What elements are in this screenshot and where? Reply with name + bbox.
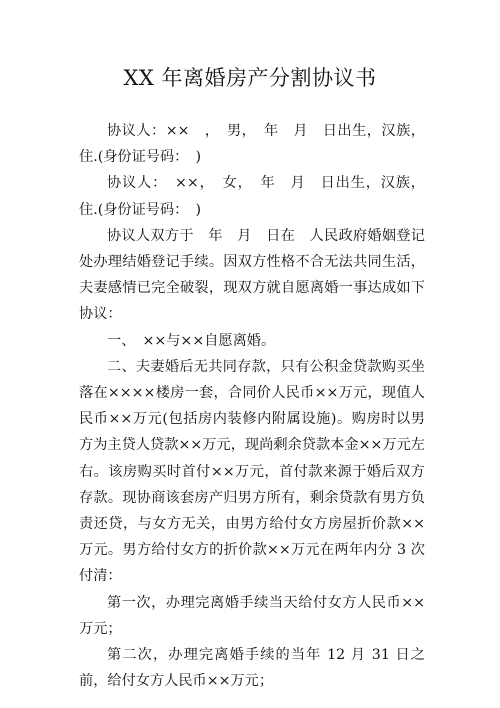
- clause-1-divorce: 一、 ××与××自愿离婚。: [107, 332, 276, 349]
- paragraph-party-male: 协议人：×× ， 男， 年 月 日出生，汉族，住.(身份证号码： ): [79, 123, 425, 166]
- clause-2-property: 二、夫妻婚后无共同存款，只有公积金贷款购买坐落在××××楼房一套，合同价人民币××万元，现值人民币××万元(包括房内装修内附属设施)。购房时以男方为主贷人贷款××万元，现尚剩余贷款本金××万元左右。该房购买时首付××万元，首付款来源于婚后双方存款。现协商该套房产归男方所有，剩余贷款有男方负责还贷，与女方无关，由男方给付女方房屋折价款××万元。男方给付女方的折价款××万元在两年内分 3 次付清：: [79, 358, 425, 585]
- document-body: [79, 118, 425, 694]
- document-title: XX 年离婚房产分割协议书: [123, 66, 377, 90]
- paragraph-party-female: 协议人： ××， 女， 年 月 日出生，汉族，住.(身份证号码： ): [79, 175, 425, 218]
- payment-first: 第一次，办理完离婚手续当天给付女方人民币××万元；: [79, 594, 425, 637]
- payment-second: 第二次，办理完离婚手续的当年 12 月 31 日之前，给付女方人民币××万元；: [79, 647, 425, 690]
- paragraph-marriage-registration: 协议人双方于 年 月 日在 人民政府婚姻登记处办理结婚登记手续。因双方性格不合无法共同生活，夫妻感情已完全破裂，现双方就自愿离婚一事达成如下协议：: [79, 227, 425, 323]
